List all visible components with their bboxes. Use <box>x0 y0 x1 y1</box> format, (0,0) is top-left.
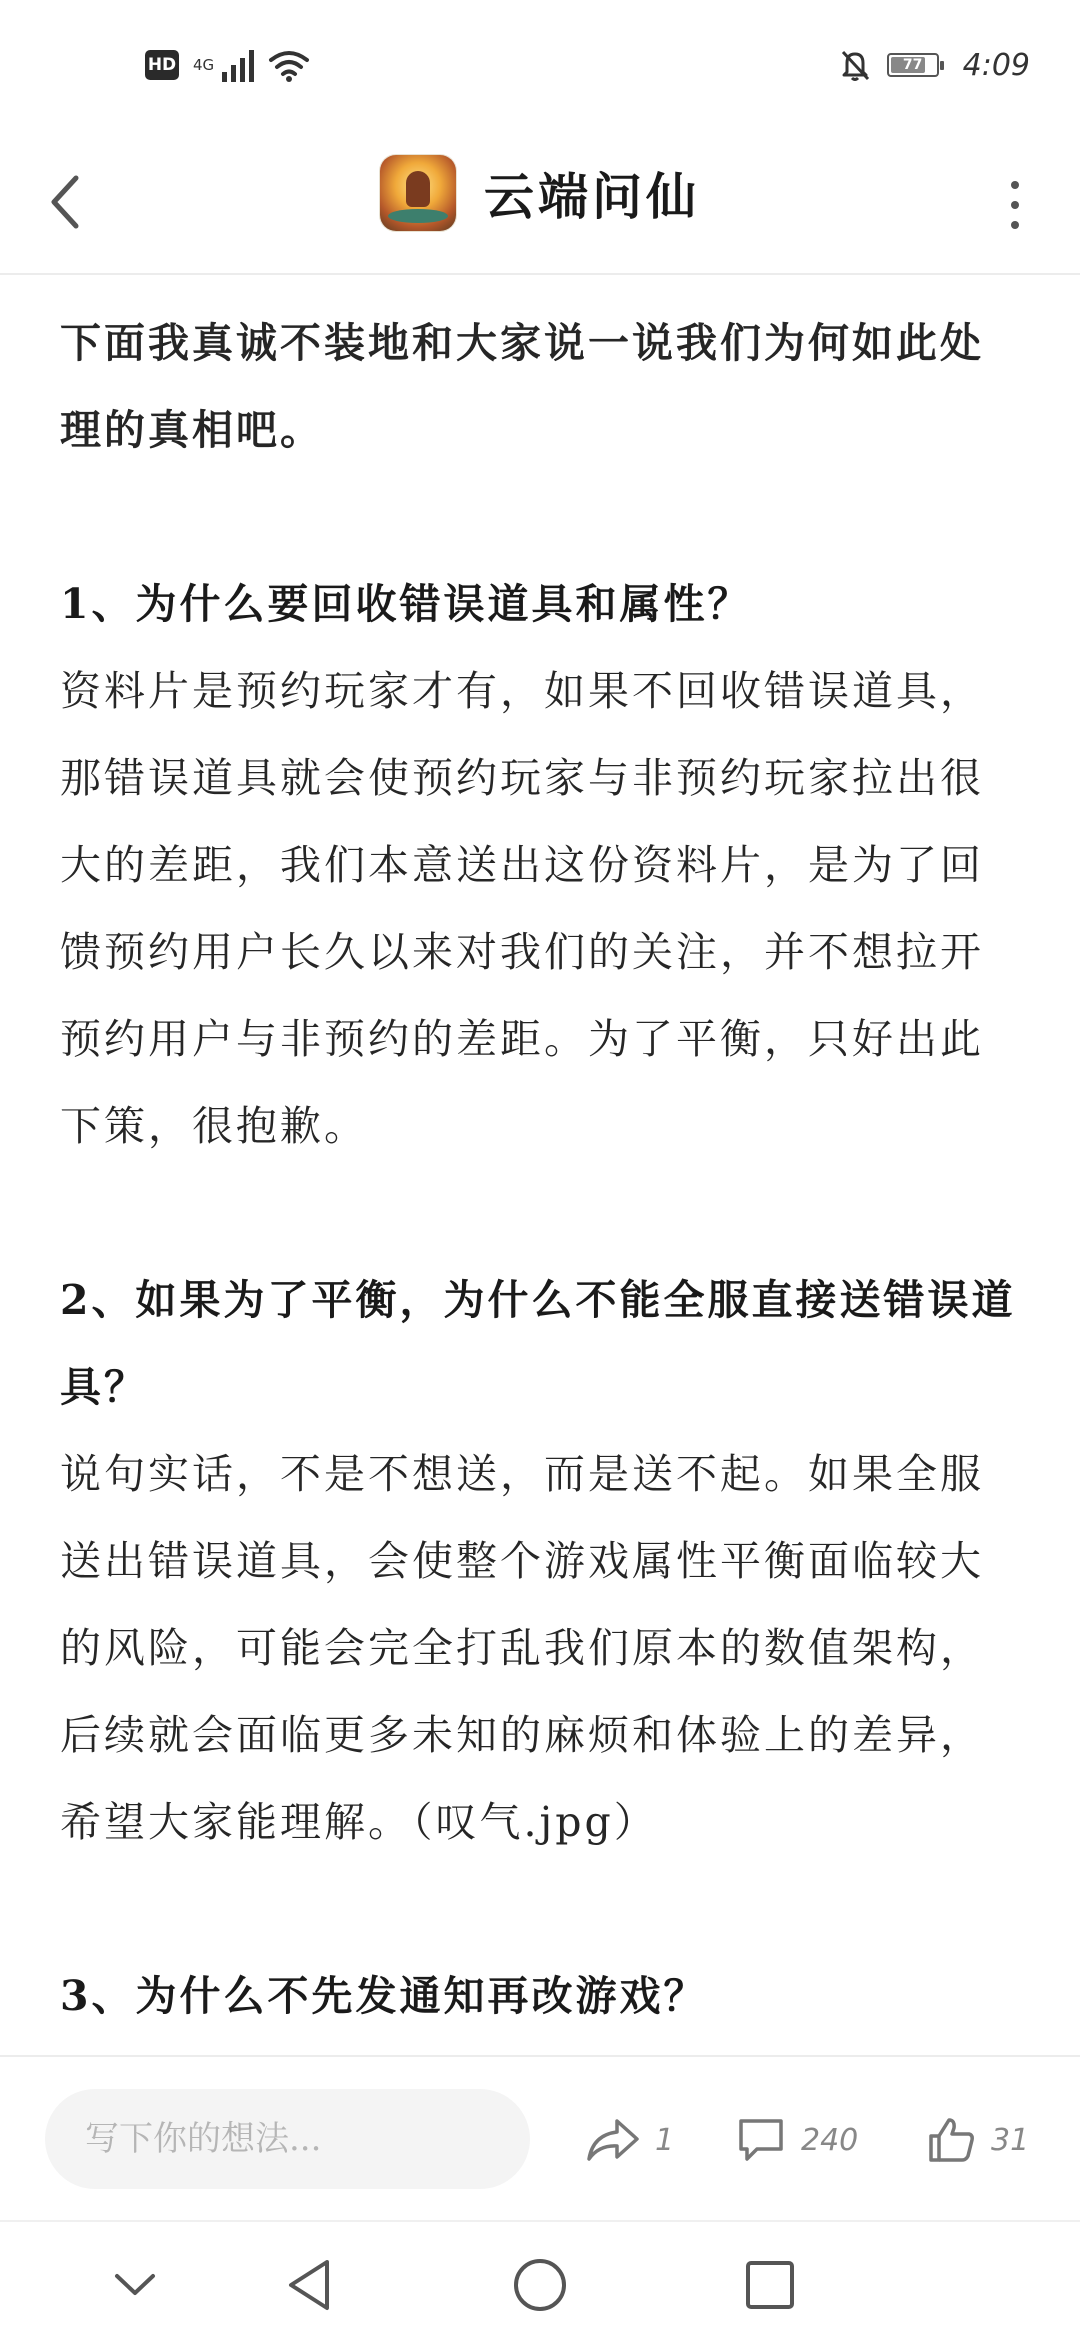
section-question-2: 2、如果为了平衡，为什么不能全服直接送错误道具？ <box>60 1276 1016 1411</box>
title-group[interactable] <box>380 155 700 231</box>
collapse-button[interactable] <box>100 2252 170 2317</box>
nav-header <box>0 130 1080 275</box>
app-logo-icon <box>380 155 456 231</box>
comment-count: 240 <box>801 2122 859 2158</box>
comment-input[interactable] <box>45 2089 530 2189</box>
status-bar <box>0 0 1080 130</box>
back-button[interactable] <box>30 162 100 242</box>
page-title: 云端问仙 <box>484 167 700 226</box>
section-answer-1: 资料片是预约玩家才有，如果不回收错误道具，那错误道具就会使预约玩家与非预约玩家拉出很大的差距，我们本意送出这份资料片，是为了回馈预约用户长久以来对我们的关注，并不想拉开预约用户与非预约的差距。为了平衡，只好出此下策，很抱歉。 <box>60 667 984 1150</box>
system-recents-button[interactable] <box>735 2252 805 2317</box>
share-button[interactable] <box>585 2105 674 2175</box>
status-right-group <box>837 47 1030 83</box>
hd-badge: HD <box>145 50 179 80</box>
chevron-left-icon <box>48 174 82 230</box>
status-time: 4:09 <box>962 47 1030 83</box>
like-count: 31 <box>991 2122 1030 2158</box>
signal-icon <box>222 48 254 82</box>
article-body <box>60 275 1020 2055</box>
system-nav-bar <box>0 2220 1080 2340</box>
wifi-icon <box>268 48 310 82</box>
section-question-1: 1、为什么要回收错误道具和属性？ <box>60 580 752 628</box>
chevron-down-icon <box>113 2271 157 2299</box>
share-icon <box>585 2115 641 2165</box>
status-left-group <box>145 48 310 82</box>
battery-level: 77 <box>902 57 923 73</box>
battery-icon <box>887 53 939 77</box>
comment-icon <box>735 2115 787 2165</box>
recents-square-icon <box>743 2258 797 2312</box>
share-count: 1 <box>655 2122 675 2158</box>
home-circle-icon <box>511 2256 569 2314</box>
more-options-button[interactable] <box>1000 170 1030 240</box>
action-bar <box>0 2055 1080 2220</box>
section-answer-2: 说句实话，不是不想送，而是送不起。如果全服送出错误道具，会使整个游戏属性平衡面临较大的风险，可能会完全打乱我们原本的数值架构，后续就会面临更多未知的麻烦和体验上的差异，希望大家能理解。（叹气.jpg） <box>60 1450 984 1846</box>
section-question-3: 3、为什么不先发通知再改游戏？ <box>60 1972 708 2020</box>
like-button[interactable] <box>925 2105 1029 2175</box>
network-type-label: 4G <box>193 55 215 74</box>
comment-button[interactable] <box>735 2105 858 2175</box>
bell-muted-icon <box>837 47 873 83</box>
system-back-button[interactable] <box>275 2252 345 2317</box>
back-triangle-icon <box>285 2257 335 2313</box>
system-home-button[interactable] <box>505 2252 575 2317</box>
article-intro: 下面我真诚不装地和大家说一说我们为何如此处理的真相吧。 <box>60 319 984 454</box>
thumbs-up-icon <box>925 2114 977 2166</box>
